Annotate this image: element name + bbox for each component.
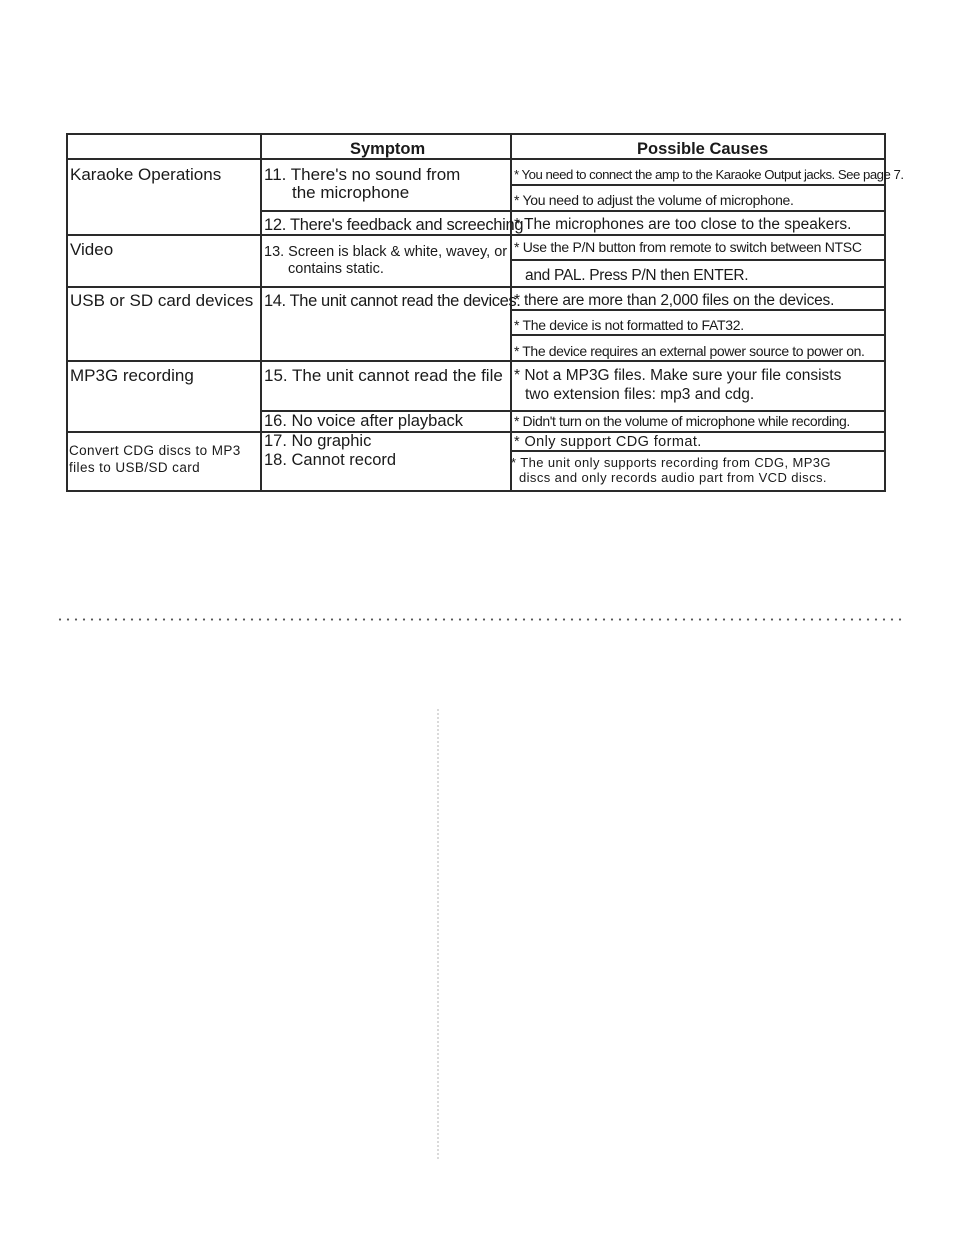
symptom-15: 15. The unit cannot read the file — [264, 366, 503, 385]
table-border-left — [66, 133, 68, 492]
symptom-18: 18. Cannot record — [264, 451, 397, 469]
cause-mics-too-close: * The microphones are too close to the speakers. — [514, 216, 852, 233]
cause-too-many-files: * there are more than 2,000 files on the devices. — [514, 292, 835, 309]
category-usb-sd: USB or SD card devices — [70, 291, 254, 310]
column-divider-dotted — [437, 708, 439, 1160]
category-video: Video — [70, 240, 114, 259]
category-mp3g-recording: MP3G recording — [70, 366, 194, 385]
row-separator — [66, 286, 886, 288]
symptom-11-line1: 11. There's no sound from — [264, 165, 461, 184]
table-border-bottom — [66, 490, 886, 492]
symptom-13-line2: contains static. — [288, 261, 384, 277]
cause-connect-amp: * You need to connect the amp to the Karaoke Output jacks. See page 7. — [514, 167, 904, 182]
table-divider-category — [260, 133, 262, 492]
row-separator — [66, 431, 886, 433]
table-border-top — [66, 133, 886, 135]
category-karaoke-operations: Karaoke Operations — [70, 165, 222, 184]
cause-separator — [510, 450, 886, 452]
troubleshooting-table — [0, 0, 954, 520]
category-convert-cdg-line1: Convert CDG discs to MP3 — [69, 443, 241, 458]
cause-external-power: * The device requires an external power source to power on. — [514, 343, 865, 359]
symptom-17: 17. No graphic — [264, 432, 372, 450]
row-separator — [260, 210, 886, 212]
cause-not-mp3g-line1: * Not a MP3G files. Make sure your file consists — [514, 367, 842, 384]
cause-recording-support-line1: * The unit only supports recording from CDG, MP3G — [511, 455, 831, 470]
symptom-13-line1: 13. Screen is black & white, wavey, or — [264, 244, 508, 260]
symptom-11-line2: the microphone — [292, 183, 410, 202]
cause-ntsc-pal: and PAL. Press P/N then ENTER. — [525, 267, 749, 284]
header-possible-causes: Possible Causes — [637, 140, 769, 158]
category-convert-cdg-line2: files to USB/SD card — [69, 460, 201, 475]
header-symptom: Symptom — [350, 140, 426, 158]
cause-adjust-volume: * You need to adjust the volume of microphone. — [514, 192, 794, 208]
symptom-14: 14. The unit cannot read the devices. — [264, 292, 521, 310]
cause-not-fat32: * The device is not formatted to FAT32. — [514, 317, 744, 333]
table-divider-symptom — [510, 133, 512, 492]
row-separator — [66, 360, 886, 362]
cause-separator — [510, 334, 886, 336]
cause-pn-button: * Use the P/N button from remote to switch between NTSC — [514, 239, 862, 255]
cause-not-mp3g-line2: two extension files: mp3 and cdg. — [525, 386, 755, 403]
cause-mic-volume-recording: * Didn't turn on the volume of microphone while recording. — [514, 413, 850, 429]
cause-recording-support-line2: discs and only records audio part from VCD discs. — [519, 470, 827, 485]
cause-separator — [510, 259, 886, 261]
cause-only-cdg: * Only support CDG format. — [514, 434, 702, 450]
cause-separator — [510, 184, 886, 186]
dotted-separator — [56, 618, 902, 621]
table-border-right — [884, 133, 886, 492]
symptom-12: 12. There's feedback and screeching — [264, 216, 524, 234]
symptom-16: 16. No voice after playback — [264, 412, 464, 430]
